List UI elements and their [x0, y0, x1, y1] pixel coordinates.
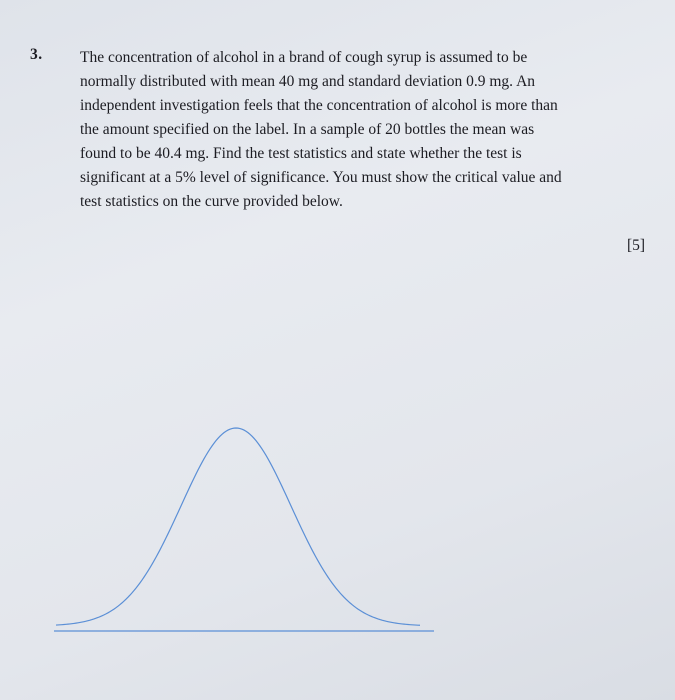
question-line: normally distributed with mean 40 mg and standard deviation 0.9 mg. An [80, 73, 536, 90]
question-line: The concentration of alcohol in a brand of cough syrup is assumed to be [80, 49, 528, 66]
normal-curve-figure [50, 420, 440, 640]
question-line: significant at a 5% level of significance. You must show the critical value and [80, 169, 562, 186]
question-line: the amount specified on the label. In a sample of 20 bottles the mean was [80, 121, 535, 138]
question-number: 3. [30, 46, 43, 63]
question-text [80, 46, 655, 214]
question-line: found to be 40.4 mg. Find the test statistics and state whether the test is [80, 145, 522, 162]
question-line: independent investigation feels that the concentration of alcohol is more than [80, 97, 558, 114]
question-marks: [5] [627, 237, 646, 254]
bell-curve [56, 428, 420, 625]
question-line: test statistics on the curve provided below. [80, 193, 343, 210]
normal-curve-svg [50, 420, 440, 640]
